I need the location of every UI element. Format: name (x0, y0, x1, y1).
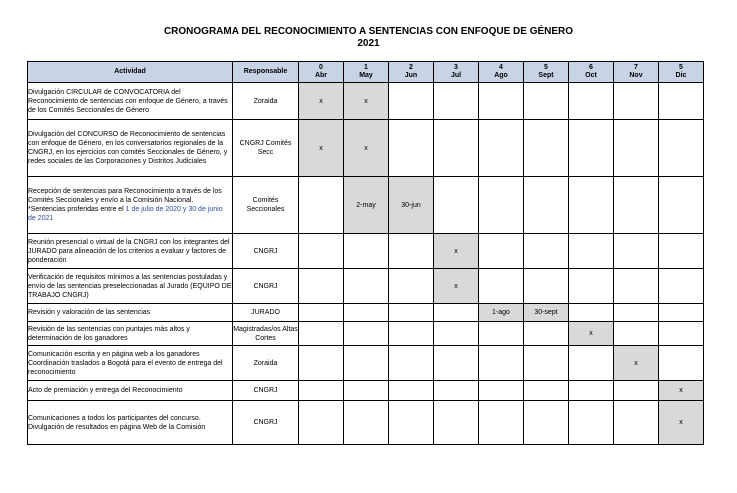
scheduled-month-cell: x (344, 83, 389, 120)
month-cell (614, 381, 659, 401)
month-cell (299, 269, 344, 304)
scheduled-month-cell: x (569, 322, 614, 346)
activity-cell: Divulgación CIRCULAR de CONVOCATORIA del Reconocimiento de sentencias con enfoque de Género, a través de los Comités Seccionales de Género (28, 83, 233, 120)
month-cell (389, 322, 434, 346)
activity-cell: Revisión y valoración de las sentencias (28, 304, 233, 322)
month-cell (659, 304, 704, 322)
scheduled-month-cell: x (614, 346, 659, 381)
month-cell (659, 83, 704, 120)
month-cell (614, 177, 659, 234)
scheduled-month-cell: x (659, 381, 704, 401)
month-cell (389, 120, 434, 177)
scheduled-month-cell: 2-may (344, 177, 389, 234)
month-cell (299, 304, 344, 322)
month-cell (299, 234, 344, 269)
month-header: 4 Ago (479, 62, 524, 83)
responsible-header: Responsable (233, 62, 299, 83)
month-cell (344, 346, 389, 381)
month-cell (569, 234, 614, 269)
month-cell (659, 346, 704, 381)
month-cell (614, 401, 659, 445)
month-cell (434, 401, 479, 445)
month-cell (569, 346, 614, 381)
month-cell (524, 381, 569, 401)
activity-header: Actividad (28, 62, 233, 83)
month-cell (524, 177, 569, 234)
month-cell (569, 83, 614, 120)
activity-cell: Acto de premiación y entrega del Reconocimiento (28, 381, 233, 401)
month-cell (344, 304, 389, 322)
month-cell (479, 346, 524, 381)
activity-cell: Verificación de requisitos mínimos a las sentencias postuladas y envío de las sentencias preseleccionadas al Jurado (EQUIPO DE TRABAJO CNGRJ) (28, 269, 233, 304)
scheduled-month-cell: x (299, 120, 344, 177)
scheduled-month-cell: x (434, 234, 479, 269)
month-cell (479, 401, 524, 445)
month-cell (299, 177, 344, 234)
month-header: 6 Oct (569, 62, 614, 83)
month-cell (614, 83, 659, 120)
table-row (28, 120, 704, 177)
month-cell (299, 346, 344, 381)
activity-cell: Revisión de las sentencias con puntajes más altos y determinación de los ganadores (28, 322, 233, 346)
month-header: 5 Dic (659, 62, 704, 83)
month-cell (479, 234, 524, 269)
month-cell (434, 322, 479, 346)
month-cell (344, 401, 389, 445)
activity-cell: Comunicaciones a todos los participantes del concurso. Divulgación de resultados en página Web de la Comisión (28, 401, 233, 445)
table-row (28, 322, 704, 346)
month-cell (569, 304, 614, 322)
month-cell (344, 381, 389, 401)
month-cell (434, 304, 479, 322)
month-cell (434, 346, 479, 381)
month-cell (614, 234, 659, 269)
month-cell (344, 269, 389, 304)
responsible-cell: CNGRJ (233, 234, 299, 269)
month-cell (659, 234, 704, 269)
month-header: 2 Jun (389, 62, 434, 83)
month-cell (389, 304, 434, 322)
responsible-cell: Zoraida (233, 83, 299, 120)
month-cell (569, 177, 614, 234)
activity-cell: Comunicación escrita y en página web a los ganadores Coordinación traslados a Bogotá para el evento de entrega del reconocimiento (28, 346, 233, 381)
month-cell (479, 381, 524, 401)
month-cell (479, 269, 524, 304)
month-cell (299, 322, 344, 346)
month-cell (389, 83, 434, 120)
responsible-cell: CNGRJ (233, 269, 299, 304)
month-cell (479, 83, 524, 120)
month-cell (434, 381, 479, 401)
month-cell (389, 234, 434, 269)
schedule-table (27, 61, 704, 445)
activity-cell: Recepción de sentencias para Reconocimiento a través de los Comités Seccionales y envío a la Comisión Nacional. *Sentencias proferidas entre el 1 de julio de 2020 y 30 de junio de 2021 (28, 177, 233, 234)
month-cell (389, 346, 434, 381)
scheduled-month-cell: x (434, 269, 479, 304)
table-row (28, 177, 704, 234)
month-cell (524, 322, 569, 346)
document-year: 2021 (357, 38, 380, 49)
responsible-cell: Zoraida (233, 346, 299, 381)
month-cell (614, 304, 659, 322)
month-cell (569, 401, 614, 445)
month-header: 7 Nov (614, 62, 659, 83)
month-cell (614, 120, 659, 177)
month-cell (434, 177, 479, 234)
month-cell (524, 269, 569, 304)
responsible-cell: CNGRJ Comités Secc (233, 120, 299, 177)
scheduled-month-cell: x (659, 401, 704, 445)
month-cell (524, 346, 569, 381)
month-cell (659, 322, 704, 346)
month-header: 1 May (344, 62, 389, 83)
responsible-cell: Magistradas/os Altas Cortes (233, 322, 299, 346)
activity-cell: Divulgación del CONCURSO de Reconocimiento de sentencias con enfoque de Género, en los conversatorios regionales de la CNGRJ, en los ejercicios con comités Seccionales de Género, y redes sociales de las Corporaciones y Distritos Judiciales (28, 120, 233, 177)
month-cell (524, 120, 569, 177)
month-cell (299, 401, 344, 445)
month-header: 5 Sept (524, 62, 569, 83)
month-cell (659, 120, 704, 177)
scheduled-month-cell: 1-ago (479, 304, 524, 322)
table-row (28, 269, 704, 304)
scheduled-month-cell: x (299, 83, 344, 120)
month-cell (389, 381, 434, 401)
month-cell (569, 120, 614, 177)
table-row (28, 381, 704, 401)
month-cell (659, 269, 704, 304)
month-cell (479, 120, 524, 177)
month-cell (614, 269, 659, 304)
table-row (28, 346, 704, 381)
month-cell (659, 177, 704, 234)
month-cell (479, 177, 524, 234)
month-cell (524, 234, 569, 269)
month-cell (299, 381, 344, 401)
month-cell (434, 120, 479, 177)
document-title: CRONOGRAMA DEL RECONOCIMIENTO A SENTENCIAS CON ENFOQUE DE GÉNERO (163, 26, 574, 37)
month-cell (569, 269, 614, 304)
scheduled-month-cell: 30-sept (524, 304, 569, 322)
month-cell (389, 401, 434, 445)
scheduled-month-cell: 30-jun (389, 177, 434, 234)
month-cell (524, 83, 569, 120)
responsible-cell: JURADO (233, 304, 299, 322)
month-cell (479, 322, 524, 346)
table-row (28, 401, 704, 445)
month-cell (569, 381, 614, 401)
month-cell (344, 234, 389, 269)
header-row (28, 62, 704, 83)
table-row (28, 304, 704, 322)
month-cell (434, 83, 479, 120)
activity-cell: Reunión presencial o virtual de la CNGRJ con los integrantes del JURADO para alineación de los criterios a evaluar y factores de ponderación (28, 234, 233, 269)
table-row (28, 83, 704, 120)
month-cell (614, 322, 659, 346)
month-header: 3 Jul (434, 62, 479, 83)
table-row (28, 234, 704, 269)
month-cell (389, 269, 434, 304)
month-cell (524, 401, 569, 445)
responsible-cell: CNGRJ (233, 401, 299, 445)
responsible-cell: Comités Seccionales (233, 177, 299, 234)
month-header: 0 Abr (299, 62, 344, 83)
activity-note: *Sentencias proferidas entre el 1 de julio de 2020 y 30 de junio de 2021 (28, 206, 223, 222)
month-cell (344, 322, 389, 346)
responsible-cell: CNGRJ (233, 381, 299, 401)
scheduled-month-cell: x (344, 120, 389, 177)
